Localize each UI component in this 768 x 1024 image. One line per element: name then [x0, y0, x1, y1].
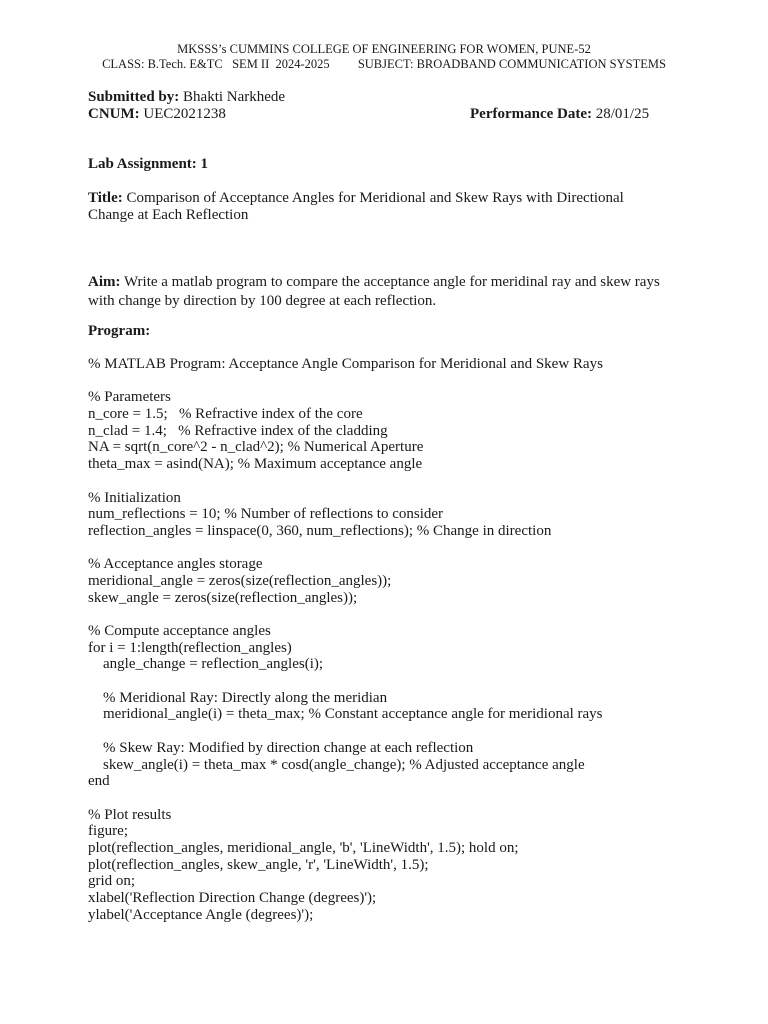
lab-assignment-label: Lab Assignment: 1: [88, 156, 209, 172]
code-line: reflection_angles = linspace(0, 360, num_reflections); % Change in direction: [88, 522, 552, 539]
course-info-line: [0, 57, 768, 72]
code-line: [88, 790, 708, 807]
code-line: [88, 723, 708, 740]
program-heading: [88, 323, 688, 340]
code-line: num_reflections = 10; % Number of reflections to consider: [88, 506, 444, 523]
code-line: xlabel('Reflection Direction Change (degrees)');: [88, 890, 377, 906]
code-line: % Parameters: [88, 389, 171, 406]
code-line: figure;: [88, 823, 128, 840]
aim-text: Write a matlab program to compare the acceptance angle for meridinal ray and skew rays with change by direction by 100 degree at each reflection.: [88, 274, 660, 309]
title-block: [88, 190, 668, 224]
document-header: [0, 42, 768, 72]
code-line: % Compute acceptance angles: [88, 623, 271, 639]
code-line: n_core = 1.5; % Refractive index of the core: [88, 406, 363, 423]
code-line: % Initialization: [88, 489, 181, 506]
performance-date-value: 28/01/25: [595, 106, 650, 122]
lab-assignment-heading: [88, 156, 688, 173]
code-line: plot(reflection_angles, skew_angle, 'r', 'LineWidth', 1.5);: [88, 856, 429, 873]
cnum-label: CNUM:: [88, 106, 140, 122]
class-info: CLASS: B.Tech. E&TC SEM II 2024-2025: [102, 57, 330, 71]
code-line: end: [88, 773, 110, 790]
code-line: plot(reflection_angles, meridional_angle, 'b', 'LineWidth', 1.5); hold on;: [88, 839, 519, 856]
code-line: theta_max = asind(NA); % Maximum acceptance angle: [88, 456, 423, 473]
code-line: skew_angle(i) = theta_max * cosd(angle_change); % Adjusted acceptance angle: [88, 756, 585, 773]
code-line: grid on;: [88, 873, 136, 890]
code-line: [88, 373, 708, 390]
performance-date-label: Performance Date:: [470, 106, 593, 122]
code-line: % Meridional Ray: Directly along the meridian: [88, 689, 388, 706]
title-label: Title:: [88, 190, 123, 206]
code-line: skew_angle = zeros(size(reflection_angles));: [88, 589, 358, 606]
cnum-line: [88, 106, 688, 123]
program-code: [88, 356, 708, 923]
code-line: ylabel('Acceptance Angle (degrees)');: [88, 906, 314, 923]
code-line: NA = sqrt(n_core^2 - n_clad^2); % Numerical Aperture: [88, 439, 424, 456]
code-line: [88, 673, 708, 690]
code-line: [88, 473, 708, 490]
code-line: [88, 606, 708, 623]
code-line: % Acceptance angles storage: [88, 556, 263, 573]
code-line: angle_change = reflection_angles(i);: [88, 656, 324, 673]
subject-info: SUBJECT: BROADBAND COMMUNICATION SYSTEMS: [357, 57, 666, 71]
aim-block: [88, 273, 688, 310]
code-line: meridional_angle(i) = theta_max; % Constant acceptance angle for meridional rays: [88, 706, 603, 723]
performance-date: [470, 106, 649, 123]
program-label: Program:: [88, 323, 151, 339]
institution-name: MKSSS’s CUMMINS COLLEGE OF ENGINEERING FOR WOMEN, PUNE-52: [177, 42, 591, 56]
submitted-by-label: Submitted by:: [88, 89, 180, 105]
code-line: % MATLAB Program: Acceptance Angle Comparison for Meridional and Skew Rays: [88, 356, 603, 372]
cnum-value: UEC2021238: [143, 106, 226, 122]
submitted-by-line: [88, 89, 688, 106]
code-line: % Plot results: [88, 806, 172, 823]
aim-label: Aim:: [88, 274, 121, 290]
code-line: n_clad = 1.4; % Refractive index of the cladding: [88, 422, 388, 439]
title-text: Comparison of Acceptance Angles for Meridional and Skew Rays with Directional Change at Each Reflection: [88, 190, 624, 223]
code-line: % Skew Ray: Modified by direction change at each reflection: [88, 739, 474, 756]
code-line: meridional_angle = zeros(size(reflection_angles));: [88, 572, 392, 589]
submitted-by-value: Bhakti Narkhede: [183, 89, 286, 105]
code-line: [88, 540, 708, 557]
code-line: for i = 1:length(reflection_angles): [88, 639, 292, 656]
